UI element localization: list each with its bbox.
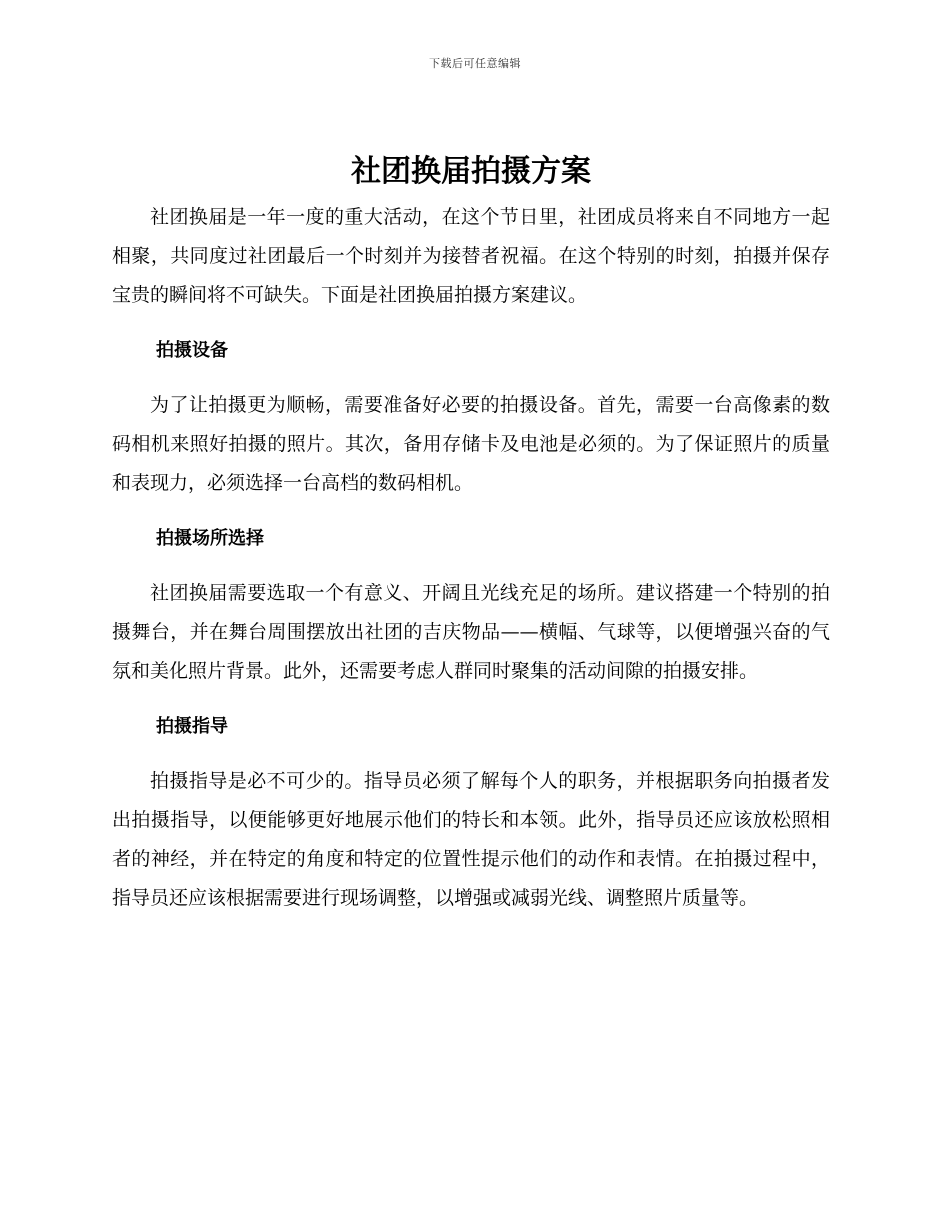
intro-paragraph: 社团换届是一年一度的重大活动，在这个节日里，社团成员将来自不同地方一起相聚，共同度过社团最后一个时刻并为接替者祝福。在这个特别的时刻，拍摄并保存宝贵的瞬间将不可缺失。下面是社团换届拍摄方案建议。	[112, 206, 830, 306]
document-body	[112, 150, 830, 918]
spacer	[112, 691, 830, 707]
section-body-equipment: 为了让拍摄更为顺畅，需要准备好必要的拍摄设备。首先，需要一台高像素的数码相机来照好拍摄的照片。其次，备用存储卡及电池是必须的。为了保证照片的质量和表现力，必须选择一台高档的数码相机。	[112, 394, 830, 494]
spacer	[112, 558, 830, 574]
spacer	[112, 315, 830, 331]
spacer	[112, 370, 830, 386]
page-header-note: 下载后可任意编辑	[429, 57, 521, 70]
spacer	[112, 746, 830, 762]
section-heading-guidance: 拍摄指导	[156, 716, 228, 737]
section-body-venue: 社团换届需要选取一个有意义、开阔且光线充足的场所。建议搭建一个特别的拍摄舞台，并在舞台周围摆放出社团的吉庆物品——横幅、气球等，以便增强兴奋的气氛和美化照片背景。此外，还需要考虑人群同时聚集的活动间隙的拍摄安排。	[112, 582, 830, 682]
document-title: 社团换届拍摄方案	[351, 154, 591, 189]
section-heading-equipment: 拍摄设备	[156, 340, 228, 361]
spacer	[112, 503, 830, 519]
section-heading-venue: 拍摄场所选择	[156, 528, 264, 549]
section-body-guidance: 拍摄指导是必不可少的。指导员必须了解每个人的职务，并根据职务向拍摄者发出拍摄指导，以便能够更好地展示他们的特长和本领。此外，指导员还应该放松照相者的神经，并在特定的角度和特定的位置性提示他们的动作和表情。在拍摄过程中，指导员还应该根据需要进行现场调整，以增强或减弱光线、调整照片质量等。	[112, 770, 830, 909]
